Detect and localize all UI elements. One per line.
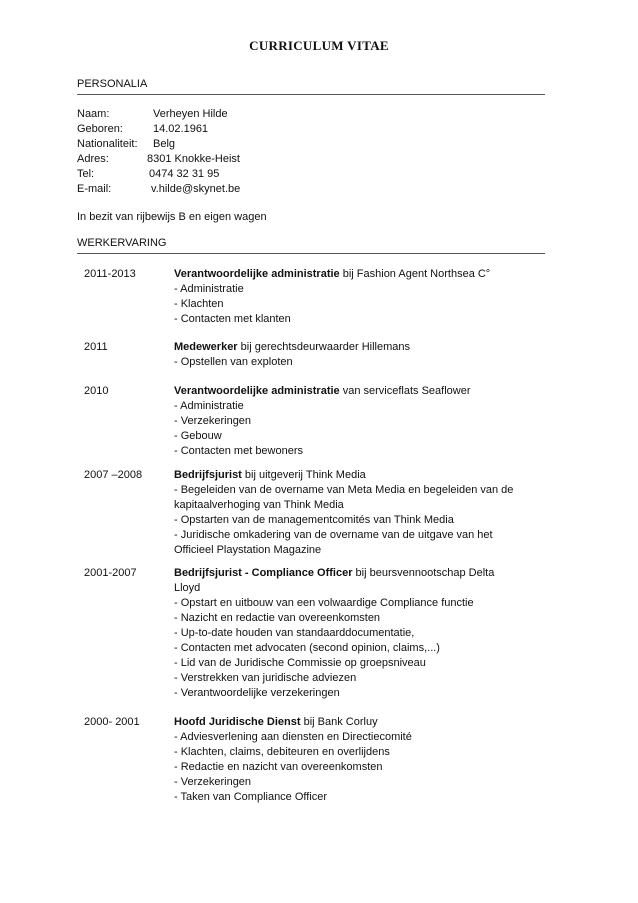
job-task: - Klachten, claims, debiteuren en overlijdens [174,746,390,758]
document-title: CURRICULUM VITAE [249,38,389,53]
job-task: - Opstart en uitbouw van een volwaardige Compliance functie [174,597,474,609]
value-naam: Verheyen Hilde [153,108,228,120]
job-task: - Adviesverlening aan diensten en Directiecomité [174,731,412,743]
job-period: 2001-2007 [84,567,137,579]
license-note: In bezit van rijbewijs B en eigen wagen [77,211,267,223]
label-email: E-mail: [77,183,112,195]
value-tel: 0474 32 31 95 [149,168,220,180]
job-employer: bij gerechtsdeurwaarder Hillemans [237,341,411,353]
job-task: - Verzekeringen [174,415,252,427]
job-task: kapitaalverhoging van Think Media [174,499,344,511]
job-period: 2007 –2008 [84,469,143,481]
job-role: Hoofd Juridische Dienst [174,716,301,728]
job-task: - Gebouw [174,430,222,442]
job-employer: bij Fashion Agent Northsea C° [339,268,491,280]
job-role: Verantwoordelijke administratie [174,268,340,280]
job-task: - Verstrekken van juridische adviezen [174,672,357,684]
job-task: - Opstellen van exploten [174,356,293,368]
value-geboren: 14.02.1961 [153,123,209,135]
job-details [174,468,514,558]
job-heading [174,566,514,596]
value-adres: 8301 Knokke-Heist [147,153,240,165]
job-employer: van serviceflats Seaflower [339,385,471,397]
job-task: - Begeleiden van de overname van Meta Media en begeleiden van de [174,484,514,496]
job-task: - Administratie [174,283,244,295]
job-heading [174,267,514,282]
job-task: - Juridische omkadering van de overname van de uitgave van het [174,529,493,541]
label-adres: Adres: [77,153,109,165]
value-nationaliteit: Belg [153,138,176,150]
job-task: - Nazicht en redactie van overeenkomsten [174,612,381,624]
job-task: - Up-to-date houden van standaarddocumentatie, [174,627,415,639]
job-task: - Verzekeringen [174,776,252,788]
job-heading [174,715,514,730]
job-task: - Contacten met bewoners [174,445,304,457]
job-employer: bij uitgeverij Think Media [241,469,366,481]
job-task: - Contacten met advocaten (second opinion, claims,...) [174,642,440,654]
job-heading [174,384,514,399]
job-task: Officieel Playstation Magazine [174,544,322,556]
job-task: - Opstarten van de managementcomités van Think Media [174,514,454,526]
value-email: v.hilde@skynet.be [151,183,241,195]
job-task: - Taken van Compliance Officer [174,791,328,803]
job-employer: bij beursvennootschap Delta Lloyd [174,567,495,594]
job-role: Medewerker [174,341,238,353]
label-nationaliteit: Nationaliteit: [77,138,138,150]
job-period: 2011 [84,341,108,353]
job-task: - Administratie [174,400,244,412]
job-task: - Verantwoordelijke verzekeringen [174,687,340,699]
label-tel: Tel: [77,168,95,180]
job-task: - Klachten [174,298,224,310]
job-period: 2000- 2001 [84,716,140,728]
personalia-heading: PERSONALIA [77,78,545,95]
job-details [174,340,514,370]
job-details [174,566,514,701]
label-naam: Naam: [77,108,110,120]
job-details [174,715,514,805]
job-period: 2011-2013 [84,268,136,280]
job-heading [174,340,514,355]
job-employer: bij Bank Corluy [300,716,378,728]
job-role: Bedrijfsjurist [174,469,242,481]
job-role: Bedrijfsjurist - Compliance Officer [174,567,353,579]
label-geboren: Geboren: [77,123,123,135]
job-task: - Lid van de Juridische Commissie op groepsniveau [174,657,426,669]
job-task: - Contacten met klanten [174,313,291,325]
job-details [174,384,514,459]
job-details [174,267,514,327]
werkervaring-heading: WERKERVARING [77,237,545,254]
job-heading [174,468,514,483]
job-task: - Redactie en nazicht van overeenkomsten [174,761,383,773]
job-role: Verantwoordelijke administratie [174,385,340,397]
job-period: 2010 [84,385,109,397]
